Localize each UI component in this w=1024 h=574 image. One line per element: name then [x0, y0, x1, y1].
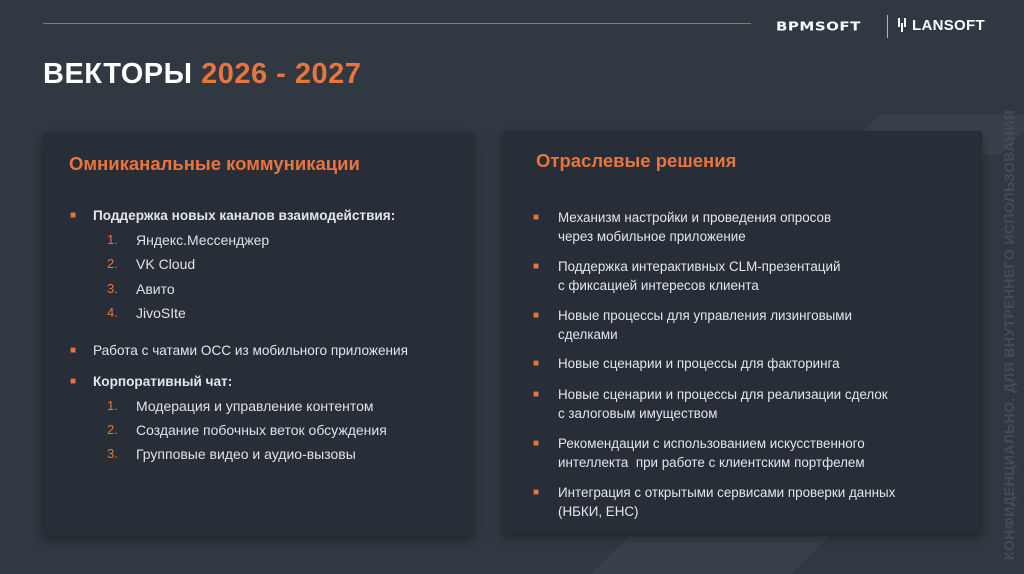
bullet-line: Поддержка интерактивных CLM-презентаций	[558, 259, 841, 274]
bullet-item	[533, 208, 958, 246]
logo-separator	[887, 15, 888, 38]
list-text: Авито	[136, 281, 175, 297]
bullet-label: Работа с чатами ОСС из мобильного приложения	[93, 343, 408, 358]
list-item	[107, 421, 387, 439]
bullet-item	[70, 341, 408, 360]
bpmsoft-logo: BPMSOFT	[776, 18, 861, 34]
bullet-item	[70, 206, 396, 225]
bullet-square-icon: ■	[533, 212, 540, 223]
bullet-line: (НБКИ, ЕНС)	[558, 504, 639, 519]
list-number: 2.	[107, 256, 118, 271]
bullet-square-icon: ■	[70, 210, 77, 221]
list-number: 3.	[107, 281, 118, 296]
bullet-line: Новые сценарии и процессы для реализации сделок	[558, 387, 888, 402]
confidential-watermark: КОНФИДЕНЦИАЛЬНО. ДЛЯ ВНУТРЕННЕГО ИСПОЛЬЗОВАНИЯ	[1001, 109, 1017, 560]
bullet-line: через мобильное приложение	[558, 229, 746, 244]
list-text: Яндекс.Мессенджер	[136, 232, 270, 248]
header-rule	[43, 23, 751, 24]
bullet-item	[533, 257, 958, 295]
title-years: 2026 - 2027	[201, 58, 362, 90]
bullet-item	[533, 306, 958, 344]
list-item	[107, 255, 196, 273]
list-text: Групповые видео и аудио-вызовы	[136, 446, 356, 462]
list-text: VK Cloud	[136, 256, 196, 272]
bullet-line: Новые процессы для управления лизинговыми	[558, 308, 852, 323]
lansoft-logo-mark	[898, 17, 906, 33]
bullet-line: с залоговым имуществом	[558, 406, 718, 421]
bullet-line: Новые сценарии и процессы для факторинга	[558, 356, 840, 371]
card-title: Отраслевые решения	[536, 150, 737, 171]
list-number: 4.	[107, 305, 118, 320]
bullet-line: интеллекта при работе с клиентским портфелем	[558, 455, 865, 470]
bullet-item	[533, 385, 958, 423]
list-item	[107, 304, 186, 322]
list-text: JivoSIte	[136, 305, 186, 321]
industry-solutions-card	[503, 131, 982, 534]
bullet-square-icon: ■	[70, 376, 77, 387]
list-item	[107, 445, 356, 463]
bullet-line: сделками	[558, 327, 618, 342]
list-text: Модерация и управление контентом	[136, 398, 374, 414]
bullet-item	[533, 483, 958, 521]
bullet-square-icon: ■	[533, 310, 540, 321]
bullet-square-icon: ■	[533, 389, 540, 400]
bullet-square-icon: ■	[533, 358, 540, 369]
bullet-line: с фиксацией интересов клиента	[558, 278, 759, 293]
list-number: 2.	[107, 422, 118, 437]
bullet-square-icon: ■	[70, 345, 77, 356]
list-number: 3.	[107, 446, 118, 461]
list-item	[107, 231, 270, 249]
bullet-label: Поддержка новых каналов взаимодействия:	[93, 208, 396, 223]
background-stripe	[591, 536, 829, 574]
bullet-item	[533, 434, 958, 472]
bullet-item	[533, 354, 958, 373]
card-title: Омниканальные коммуникации	[69, 153, 360, 174]
list-item	[107, 397, 374, 415]
omnichannel-card	[42, 133, 474, 537]
bullet-square-icon: ■	[533, 438, 540, 449]
bullet-square-icon: ■	[533, 261, 540, 272]
title-main: ВЕКТОРЫ	[43, 58, 193, 90]
bullet-item	[70, 372, 233, 391]
bullet-line: Рекомендации с использованием искусственного	[558, 436, 865, 451]
bullet-line: Механизм настройки и проведения опросов	[558, 210, 832, 225]
page-title	[43, 58, 361, 91]
list-number: 1.	[107, 398, 118, 413]
bullet-square-icon: ■	[533, 487, 540, 498]
list-item	[107, 280, 175, 298]
bullet-label: Корпоративный чат:	[93, 374, 233, 389]
list-number: 1.	[107, 232, 118, 247]
list-text: Создание побочных веток обсуждения	[136, 422, 387, 438]
lansoft-logo: LANSOFT	[912, 17, 985, 34]
bullet-line: Интеграция с открытыми сервисами проверки данных	[558, 485, 896, 500]
